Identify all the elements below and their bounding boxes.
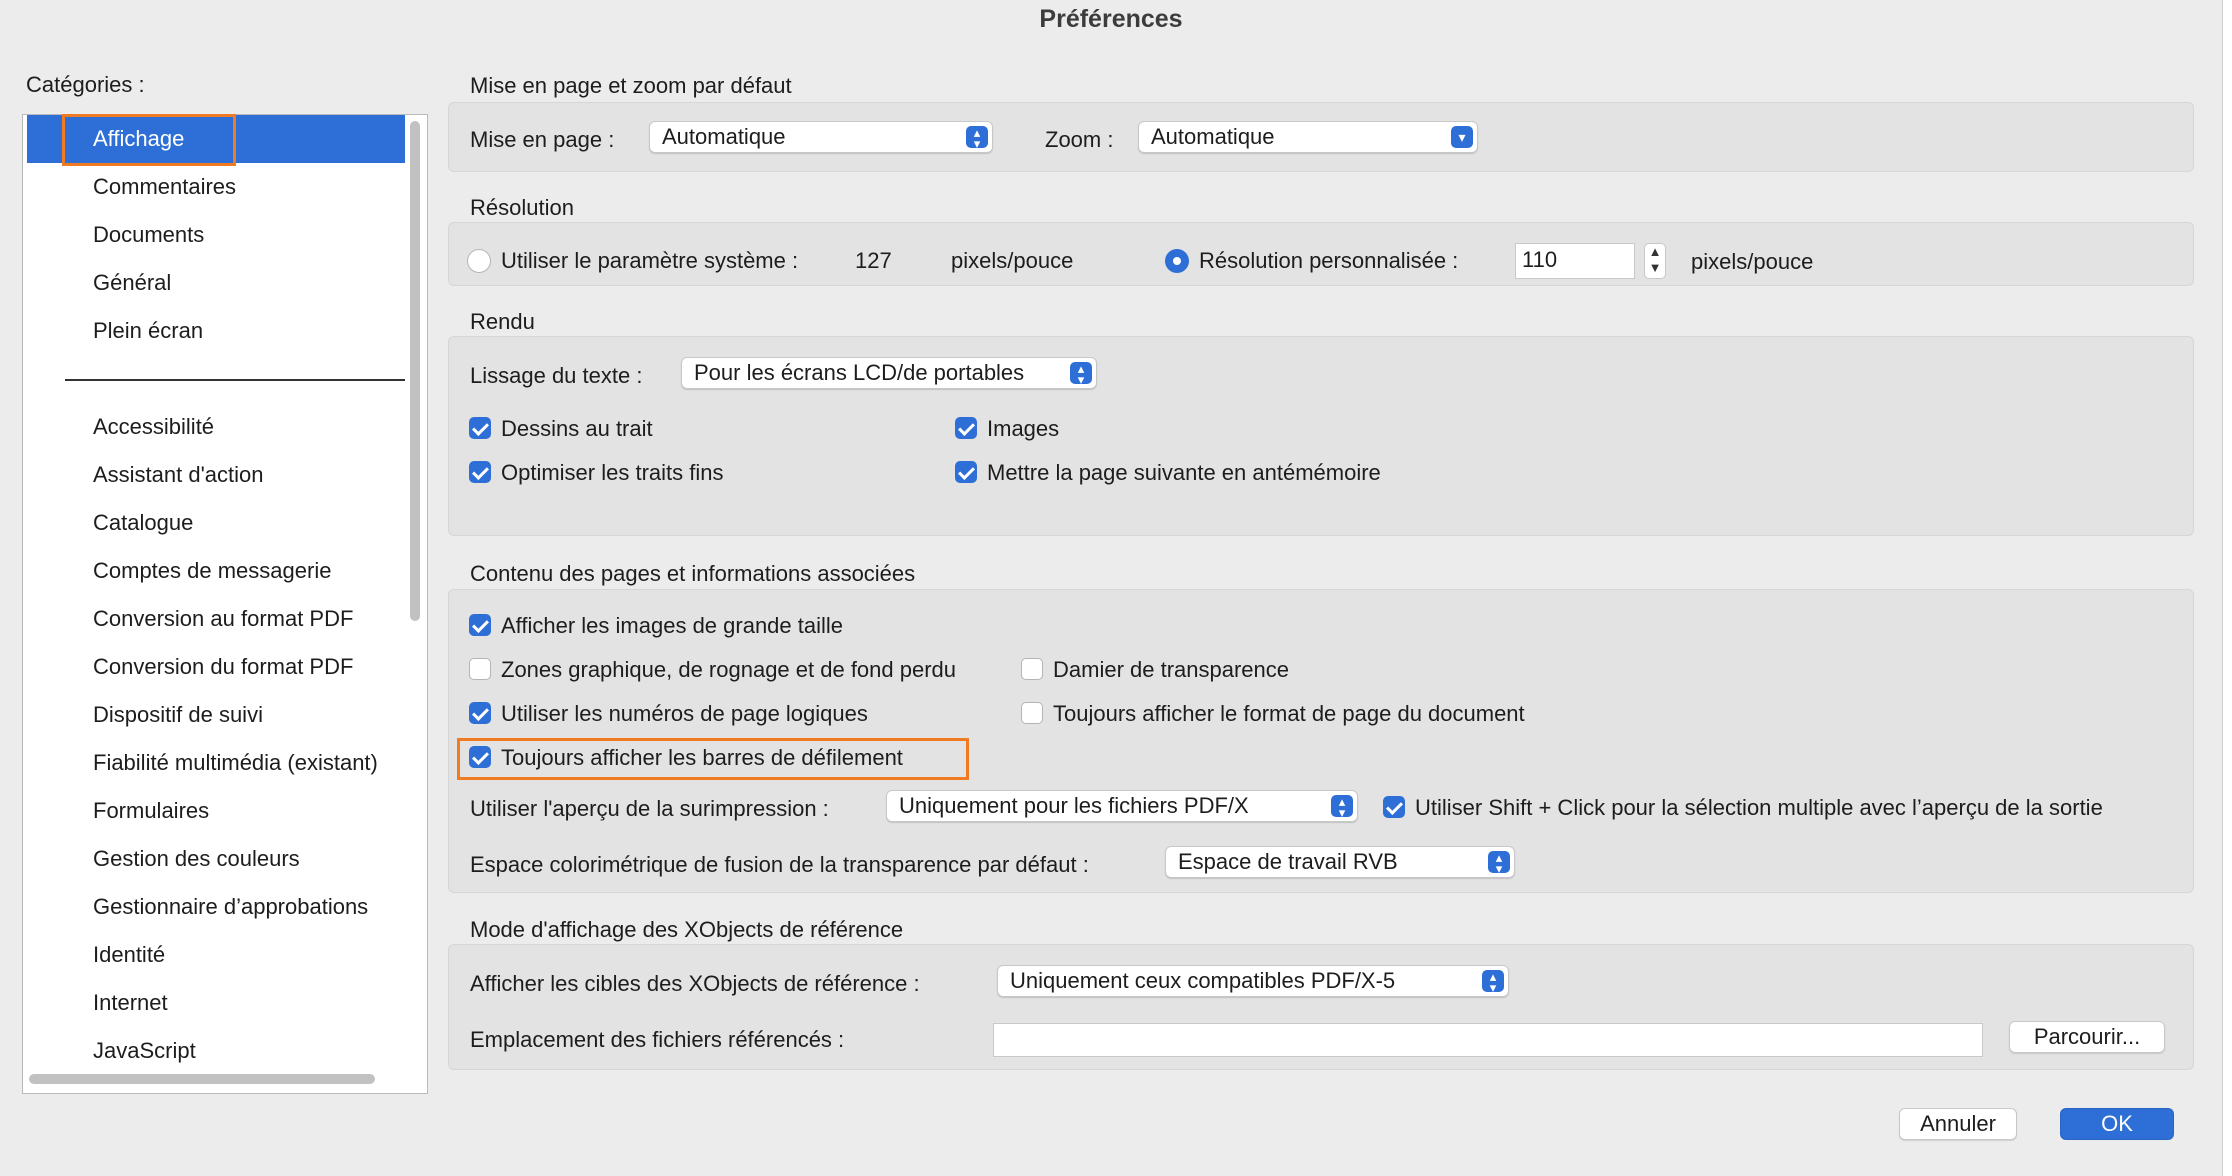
- overprint-preview-select[interactable]: [886, 790, 1358, 822]
- custom-resolution-label: Résolution personnalisée :: [1199, 248, 1459, 273]
- category-accessibilite[interactable]: Accessibilité: [93, 414, 215, 439]
- stepper-up-icon[interactable]: ▲: [1648, 244, 1662, 259]
- custom-resolution-unit: pixels/pouce: [1691, 249, 1814, 274]
- transparency-grid-label: Damier de transparence: [1053, 657, 1290, 682]
- blend-space-label: Espace colorimétrique de fusion de la transparence par défaut :: [470, 852, 1089, 877]
- section-title-resolution: Résolution: [470, 195, 574, 220]
- panel-xobjects: [448, 944, 2194, 1070]
- horizontal-scroll-thumb[interactable]: [29, 1074, 375, 1084]
- categories-horizontal-scrollbar[interactable]: [29, 1073, 399, 1085]
- updown-chevron-icon: ▴ ▾: [966, 126, 988, 148]
- category-conversion-du-pdf[interactable]: Conversion du format PDF: [93, 654, 354, 679]
- categories-label: Catégories :: [26, 72, 145, 97]
- document-page-size-label: Toujours afficher le format de page du document: [1053, 701, 1525, 726]
- zoom-value: Automatique: [1151, 124, 1275, 149]
- page-layout-label: Mise en page :: [470, 127, 615, 152]
- system-resolution-radio[interactable]: [467, 249, 491, 273]
- updown-chevron-icon: ▴ ▾: [1482, 970, 1504, 992]
- category-identite[interactable]: Identité: [93, 942, 166, 967]
- category-internet[interactable]: Internet: [93, 990, 168, 1015]
- window-title: Préférences: [1039, 5, 1183, 33]
- panel-page-content: [448, 589, 2194, 893]
- category-documents[interactable]: Documents: [93, 222, 205, 247]
- category-formulaires[interactable]: Formulaires: [93, 798, 210, 823]
- art-trim-bleed-label: Zones graphique, de rognage et de fond perdu: [501, 657, 957, 682]
- category-plein-ecran[interactable]: Plein écran: [93, 318, 204, 343]
- blend-space-select[interactable]: [1165, 846, 1515, 878]
- chevron-down-icon: ▾: [1451, 126, 1473, 148]
- category-general[interactable]: Général: [93, 270, 172, 295]
- logical-page-numbers-label: Utiliser les numéros de page logiques: [501, 701, 868, 726]
- xobject-targets-select[interactable]: [997, 965, 1509, 997]
- cancel-button[interactable]: Annuler: [1899, 1108, 2017, 1140]
- category-javascript[interactable]: JavaScript: [93, 1038, 196, 1063]
- shift-click-checkbox[interactable]: [1383, 796, 1405, 818]
- referenced-files-location-input[interactable]: [993, 1023, 1983, 1057]
- category-commentaires[interactable]: Commentaires: [93, 174, 237, 199]
- text-smoothing-label: Lissage du texte :: [470, 363, 643, 388]
- cache-next-page-checkbox[interactable]: [955, 461, 977, 483]
- transparency-grid-checkbox[interactable]: [1021, 658, 1043, 680]
- overprint-preview-label: Utiliser l'aperçu de la surimpression :: [470, 796, 829, 821]
- stepper-down-icon[interactable]: ▼: [1648, 260, 1662, 275]
- section-title-xobjects: Mode d'affichage des XObjects de référence: [470, 917, 904, 942]
- category-comptes-messagerie[interactable]: Comptes de messagerie: [93, 558, 332, 583]
- zoom-select[interactable]: [1138, 121, 1478, 153]
- large-images-label: Afficher les images de grande taille: [501, 613, 844, 638]
- system-resolution-label: Utiliser le paramètre système :: [501, 248, 799, 273]
- zoom-label: Zoom :: [1045, 127, 1114, 152]
- updown-chevron-icon: ▴ ▾: [1331, 795, 1353, 817]
- line-art-label: Dessins au trait: [501, 416, 653, 441]
- panel-rendering: [448, 336, 2194, 536]
- thin-lines-checkbox[interactable]: [469, 461, 491, 483]
- section-title-layout-zoom: Mise en page et zoom par défaut: [470, 73, 792, 98]
- category-assistant-action[interactable]: Assistant d'action: [93, 462, 264, 487]
- shift-click-label: Utiliser Shift + Click pour la sélection multiple avec l’aperçu de la sortie: [1415, 795, 2103, 820]
- text-smoothing-value: Pour les écrans LCD/de portables: [694, 360, 1025, 385]
- custom-resolution-radio[interactable]: [1165, 249, 1189, 273]
- adjacent-window-edge: [2222, 0, 2232, 1176]
- referenced-files-location-label: Emplacement des fichiers référencés :: [470, 1027, 845, 1052]
- category-catalogue[interactable]: Catalogue: [93, 510, 194, 535]
- category-gestion-couleurs[interactable]: Gestion des couleurs: [93, 846, 300, 871]
- xobject-targets-value: Uniquement ceux compatibles PDF/X-5: [1010, 968, 1396, 993]
- images-checkbox[interactable]: [955, 417, 977, 439]
- system-resolution-unit: pixels/pouce: [951, 248, 1074, 273]
- large-images-checkbox[interactable]: [469, 614, 491, 636]
- overprint-preview-value: Uniquement pour les fichiers PDF/X: [899, 793, 1249, 818]
- panel-resolution: [448, 222, 2194, 286]
- category-fiabilite-multimedia[interactable]: Fiabilité multimédia (existant): [93, 750, 378, 775]
- art-trim-bleed-checkbox[interactable]: [469, 658, 491, 680]
- line-art-checkbox[interactable]: [469, 417, 491, 439]
- section-title-rendering: Rendu: [470, 309, 535, 334]
- images-label: Images: [987, 416, 1060, 441]
- category-conversion-au-pdf[interactable]: Conversion au format PDF: [93, 606, 354, 631]
- categories-vertical-scrollbar[interactable]: [409, 121, 421, 1081]
- vertical-scroll-thumb[interactable]: [410, 121, 420, 621]
- categories-separator: [65, 379, 405, 381]
- updown-chevron-icon: ▴ ▾: [1488, 851, 1510, 873]
- updown-chevron-icon: ▴ ▾: [1070, 362, 1092, 384]
- page-layout-value: Automatique: [662, 124, 786, 149]
- page-layout-select[interactable]: [649, 121, 993, 153]
- thin-lines-label: Optimiser les traits fins: [501, 460, 724, 485]
- resolution-stepper[interactable]: [1644, 243, 1666, 279]
- section-title-page-content: Contenu des pages et informations associées: [470, 561, 916, 586]
- title-bar: [0, 0, 2222, 40]
- panel-layout-zoom: [448, 102, 2194, 172]
- category-affichage[interactable]: Affichage: [27, 115, 405, 163]
- blend-space-value: Espace de travail RVB: [1178, 849, 1398, 874]
- category-gestionnaire-approbations[interactable]: Gestionnaire d’approbations: [93, 894, 369, 919]
- scrollbars-checkbox[interactable]: [469, 746, 491, 768]
- document-page-size-checkbox[interactable]: [1021, 702, 1043, 724]
- browse-button[interactable]: Parcourir...: [2009, 1021, 2165, 1053]
- ok-button[interactable]: OK: [2060, 1108, 2174, 1140]
- system-resolution-value: 127: [855, 248, 892, 273]
- cache-next-page-label: Mettre la page suivante en antémémoire: [987, 460, 1381, 485]
- logical-page-numbers-checkbox[interactable]: [469, 702, 491, 724]
- scrollbars-label: Toujours afficher les barres de défilement: [501, 745, 903, 770]
- category-dispositif-suivi[interactable]: Dispositif de suivi: [93, 702, 263, 727]
- xobject-targets-label: Afficher les cibles des XObjects de référence :: [470, 971, 920, 996]
- custom-resolution-input[interactable]: 110: [1515, 243, 1635, 279]
- categories-list[interactable]: [22, 114, 428, 1094]
- text-smoothing-select[interactable]: [681, 357, 1097, 389]
